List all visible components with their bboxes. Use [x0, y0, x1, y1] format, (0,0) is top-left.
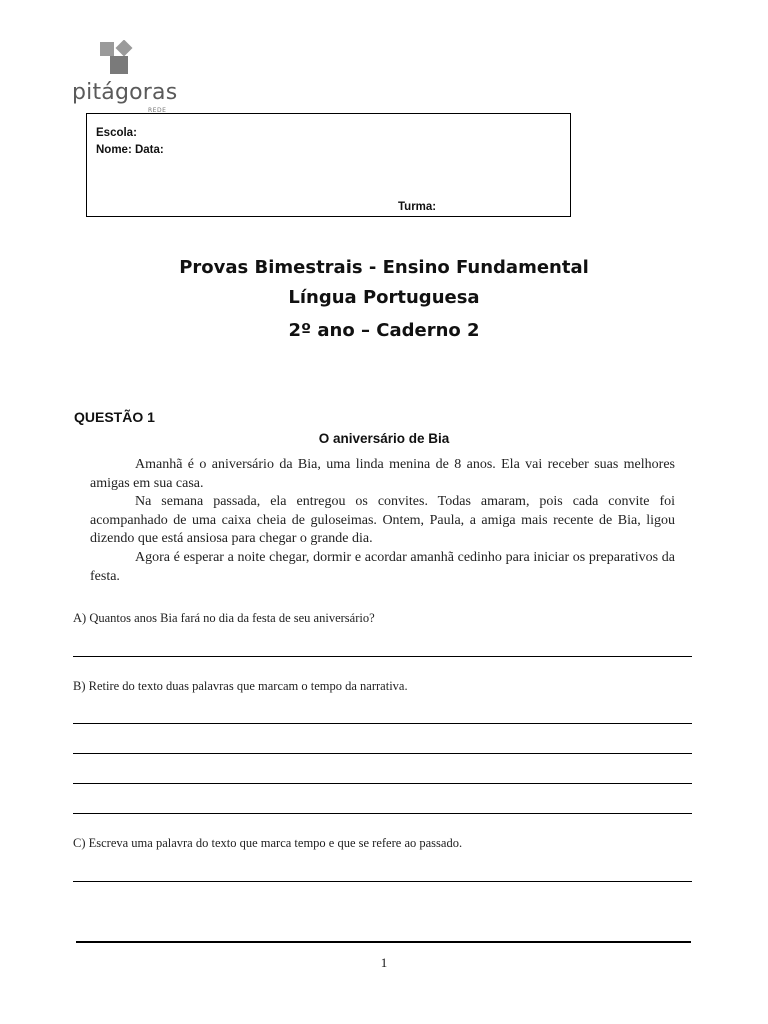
passage-paragraph: Agora é esperar a noite chegar, dormir e acordar amanhã cedinho para iniciar os preparativos da festa.	[90, 549, 675, 584]
answer-line	[73, 723, 692, 724]
page-number: 1	[380, 955, 388, 970]
answer-line	[73, 783, 692, 784]
escola-label: Escola:	[96, 127, 137, 139]
logo-subtitle: REDE	[148, 107, 167, 114]
answer-line	[73, 753, 692, 754]
pitagoras-logo	[72, 40, 178, 114]
pitagoras-cubes-icon	[98, 40, 142, 80]
question-item-c: C) Escreva uma palavra do texto que marca tempo e que se refere ao passado.	[73, 836, 463, 850]
reading-text-title: O aniversário de Bia	[318, 431, 450, 446]
passage-paragraph: Amanhã é o aniversário da Bia, uma linda menina de 8 anos. Ela vai receber suas melhores amigas em sua casa.	[90, 457, 675, 491]
grade-title: 2º ano – Caderno 2	[288, 320, 480, 341]
question-item-b: B) Retire do texto duas palavras que marcam o tempo da narrativa.	[73, 679, 408, 693]
turma-label: Turma:	[398, 201, 437, 213]
answer-line	[73, 813, 692, 814]
answer-line	[73, 656, 692, 657]
footer-divider	[76, 941, 691, 943]
passage-paragraph: Na semana passada, ela entregou os convites. Todas amaram, pois cada convite foi acompanhado de uma caixa cheia de guloseimas. Ontem, Paula, a amiga mais recente de Bia, ligou dizendo que está ansiosa para chegar o grande dia.	[90, 494, 675, 547]
exam-title: Provas Bimestrais - Ensino Fundamental	[179, 257, 589, 278]
reading-passage	[90, 456, 675, 586]
subject-title: Língua Portuguesa	[288, 287, 480, 308]
question-label: QUESTÃO 1	[74, 409, 155, 425]
logo-wordmark: pitágoras	[72, 80, 178, 105]
question-item-a: A) Quantos anos Bia fará no dia da festa de seu aniversário?	[73, 611, 375, 625]
answer-line	[73, 881, 692, 882]
nome-data-label: Nome: Data:	[96, 144, 164, 156]
student-info-box	[86, 113, 571, 217]
